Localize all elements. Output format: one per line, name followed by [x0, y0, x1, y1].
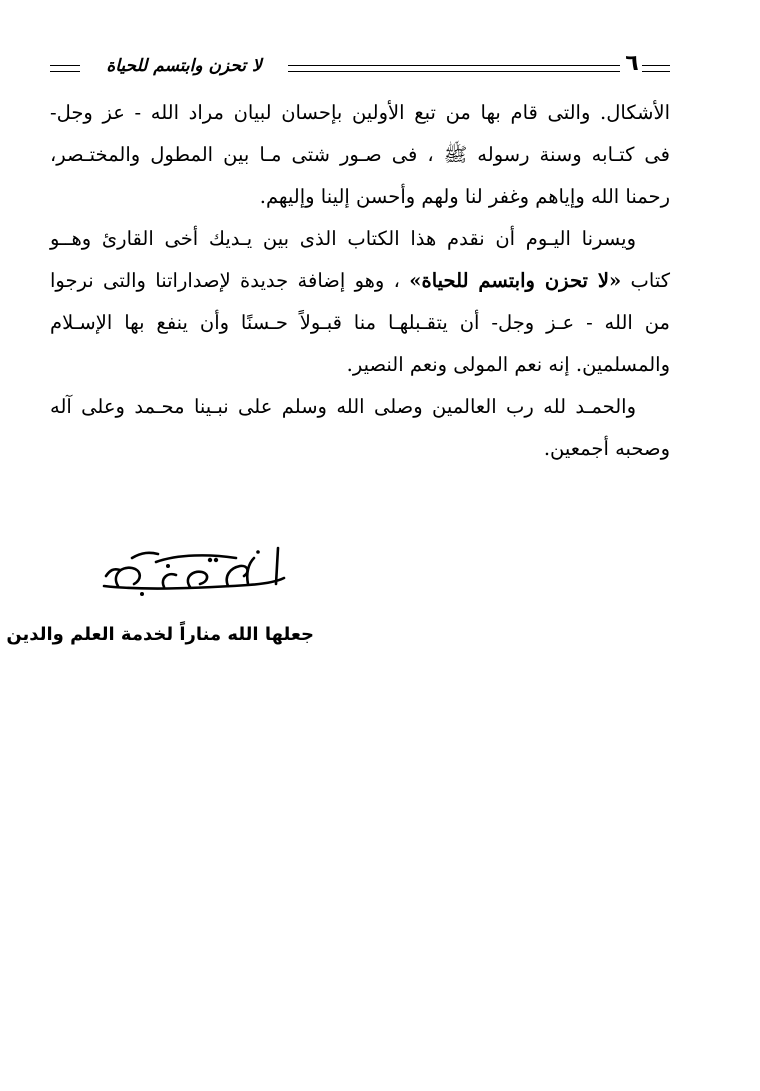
book-title-quote: «لا تحزن وابتسم للحياة» — [409, 269, 622, 292]
running-title: لا تحزن وابتسم للحياة — [106, 56, 262, 76]
text-line — [50, 260, 670, 302]
text-line: ويسرنا اليـوم أن نقدم هذا الكتاب الذى بين يـديك أخى القارئ وهــو — [50, 227, 636, 250]
text-line: من الله - عـز وجل- أن يتقـبلهـا منا قبـولاً حـسنًا وأن ينفع بها الإسـلام — [50, 311, 670, 334]
publisher-signature — [98, 540, 298, 600]
text-line: وصحبه أجمعين. — [543, 437, 670, 460]
header-rule-middle — [288, 65, 620, 72]
text-line: الأشكال. والتى قام بها من تبع الأولين بإحسان لبيان مراد الله - عز وجل- — [50, 101, 670, 124]
text-line: والمسلمين. إنه نعم المولى ونعم النصير. — [346, 353, 670, 376]
page-number: ٦ — [625, 51, 639, 76]
page-header — [50, 50, 670, 84]
header-rule-left — [50, 65, 80, 72]
body-text — [50, 92, 670, 470]
text-line: رحمنا الله وإياهم وغفر لنا ولهم وأحسن إلينا وإليهم. — [259, 185, 670, 208]
text-line: فى كتـابه وسنة رسوله ﷺ ، فى صـور شتى مـا بين المطول والمختـصر، — [50, 143, 670, 166]
text-segment: كتاب — [630, 269, 670, 292]
calligraphy-signature-icon — [98, 540, 298, 600]
text-segment: ، وهو إضافة جديدة لإصداراتنا والتى نرجوا — [50, 269, 400, 292]
publisher-tagline: جعلها الله مناراً لخدمة العلم والدين — [6, 624, 314, 645]
text-line: والحمـد لله رب العالمين وصلى الله وسلم على نبـينا محـمد وعلى آله — [50, 395, 636, 418]
header-rule-right — [642, 65, 670, 72]
